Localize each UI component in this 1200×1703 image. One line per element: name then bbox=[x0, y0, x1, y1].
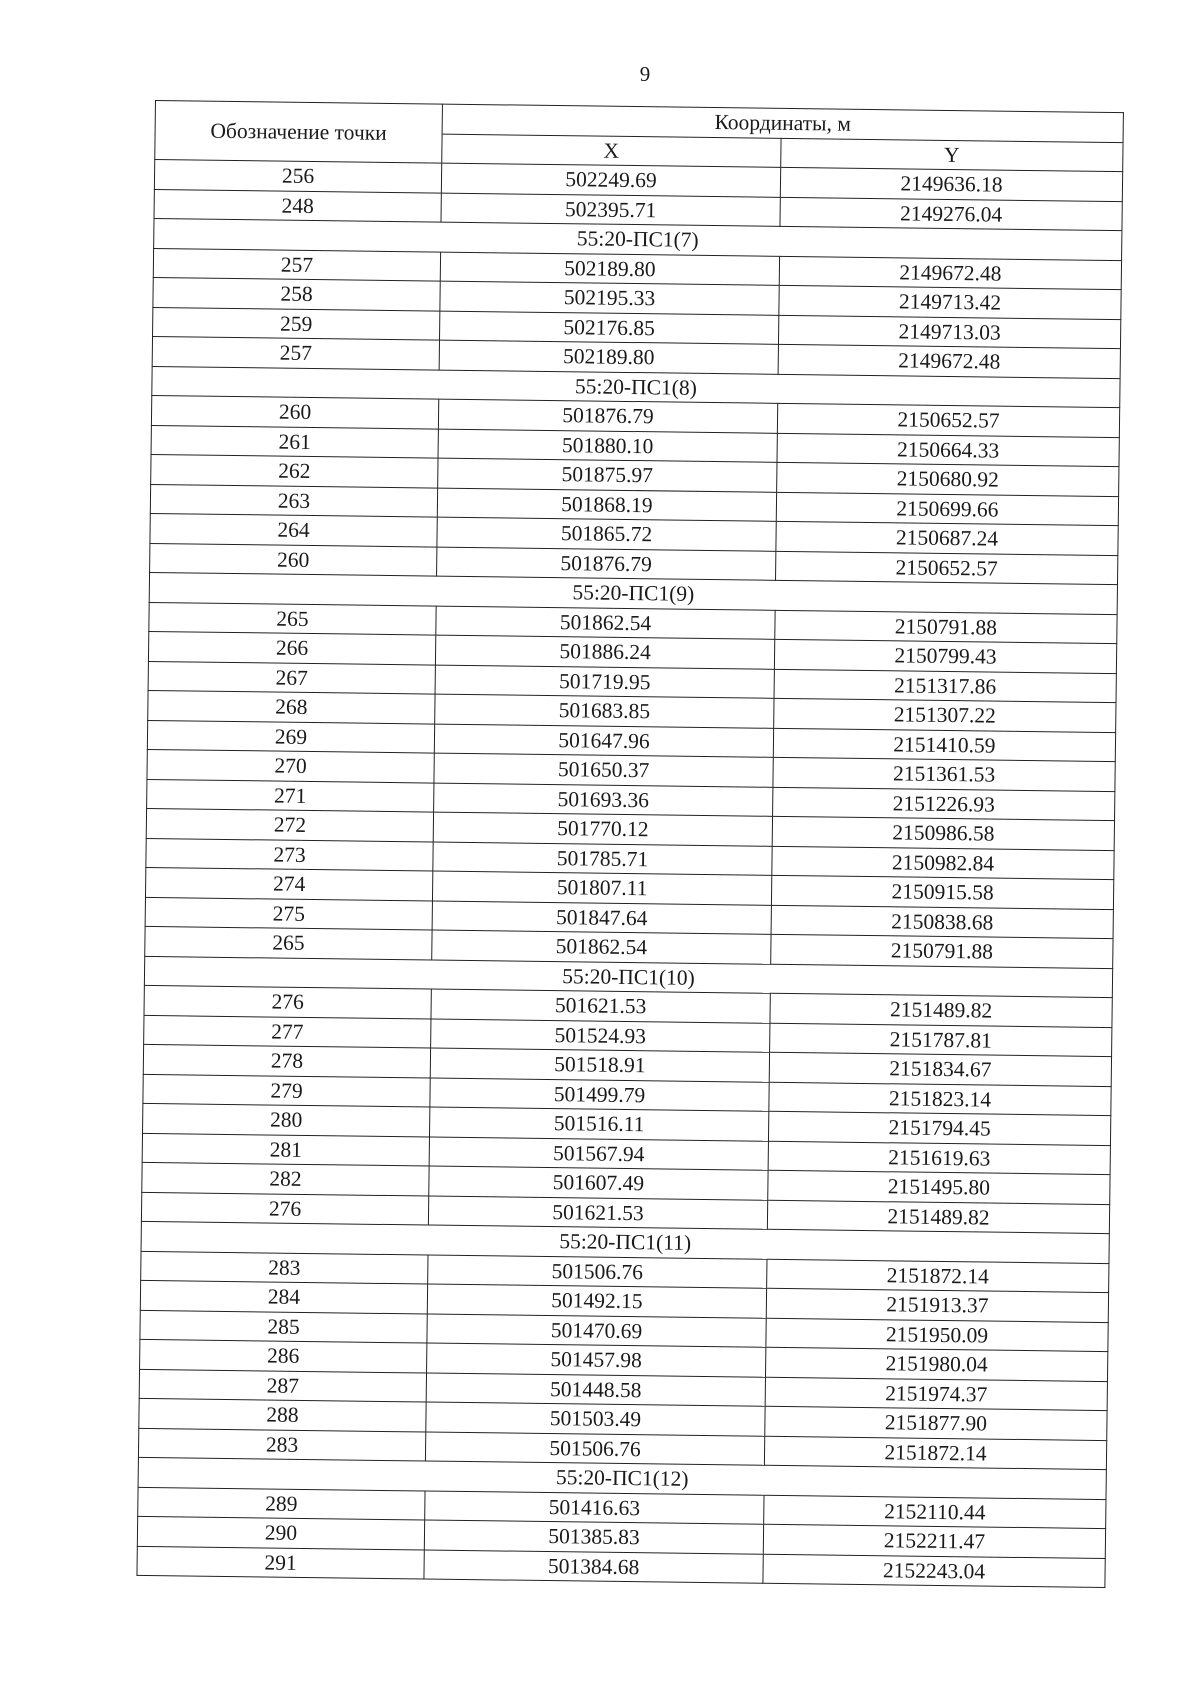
x-coordinate-cell: 501499.79 bbox=[430, 1078, 769, 1112]
x-coordinate-cell: 502176.85 bbox=[440, 311, 779, 345]
x-coordinate-cell: 501518.91 bbox=[430, 1048, 769, 1082]
x-coordinate-cell: 501862.54 bbox=[432, 930, 771, 964]
point-id-cell: 258 bbox=[153, 277, 440, 310]
x-coordinate-cell: 501503.49 bbox=[426, 1402, 765, 1436]
x-coordinate-cell: 501647.96 bbox=[434, 724, 773, 758]
y-coordinate-cell: 2151974.37 bbox=[765, 1377, 1107, 1411]
y-coordinate-cell: 2151913.37 bbox=[766, 1288, 1108, 1322]
point-id-cell: 263 bbox=[150, 484, 437, 517]
point-id-cell: 291 bbox=[137, 1546, 424, 1579]
y-coordinate-cell: 2150986.58 bbox=[772, 816, 1114, 850]
y-coordinate-cell: 2151877.90 bbox=[765, 1406, 1107, 1440]
x-coordinate-cell: 501719.95 bbox=[435, 665, 774, 699]
x-coordinate-cell: 502249.69 bbox=[441, 163, 780, 197]
x-coordinate-cell: 501448.58 bbox=[426, 1373, 765, 1407]
point-id-cell: 286 bbox=[140, 1339, 427, 1372]
point-id-cell: 290 bbox=[137, 1516, 424, 1549]
x-coordinate-cell: 501785.71 bbox=[433, 842, 772, 876]
section-label: 55:20-ПС1(12) bbox=[138, 1457, 1106, 1499]
point-id-cell: 259 bbox=[153, 307, 440, 340]
point-id-cell: 287 bbox=[139, 1369, 426, 1402]
y-coordinate-cell: 2150687.24 bbox=[776, 521, 1118, 555]
y-coordinate-cell: 2149672.48 bbox=[778, 344, 1120, 378]
y-coordinate-cell: 2150799.43 bbox=[774, 639, 1116, 673]
x-coordinate-cell: 501416.63 bbox=[425, 1491, 764, 1525]
y-coordinate-cell: 2151495.80 bbox=[768, 1170, 1110, 1204]
x-coordinate-cell: 501886.24 bbox=[435, 635, 774, 669]
x-coordinate-cell: 502395.71 bbox=[441, 193, 780, 227]
y-coordinate-cell: 2151410.59 bbox=[773, 728, 1115, 762]
y-coordinate-cell: 2151489.82 bbox=[767, 1200, 1109, 1234]
point-id-cell: 271 bbox=[147, 779, 434, 812]
y-coordinate-cell: 2150791.88 bbox=[771, 934, 1113, 968]
point-id-cell: 275 bbox=[145, 897, 432, 930]
y-coordinate-cell: 2150838.68 bbox=[771, 905, 1113, 939]
point-id-cell: 265 bbox=[149, 602, 436, 635]
point-id-cell: 282 bbox=[142, 1162, 429, 1195]
point-id-cell: 266 bbox=[148, 631, 435, 664]
x-coordinate-cell: 501683.85 bbox=[435, 694, 774, 728]
point-id-cell: 281 bbox=[142, 1133, 429, 1166]
x-coordinate-cell: 501862.54 bbox=[436, 606, 775, 640]
y-coordinate-cell: 2149713.03 bbox=[778, 315, 1120, 349]
point-id-cell: 248 bbox=[154, 189, 441, 222]
y-coordinate-cell: 2152110.44 bbox=[764, 1495, 1106, 1529]
x-coordinate-cell: 501865.72 bbox=[437, 517, 776, 551]
y-coordinate-cell: 2151872.14 bbox=[764, 1436, 1106, 1470]
x-coordinate-cell: 501506.76 bbox=[425, 1432, 764, 1466]
point-id-cell: 280 bbox=[143, 1103, 430, 1136]
point-id-cell: 274 bbox=[145, 867, 432, 900]
point-id-cell: 283 bbox=[141, 1251, 428, 1284]
point-id-cell: 268 bbox=[148, 690, 435, 723]
y-coordinate-cell: 2149276.04 bbox=[780, 197, 1122, 231]
y-coordinate-cell: 2151787.81 bbox=[770, 1023, 1112, 1057]
point-id-cell: 262 bbox=[151, 454, 438, 487]
x-coordinate-cell: 501868.19 bbox=[437, 488, 776, 522]
x-coordinate-cell: 501516.11 bbox=[429, 1107, 768, 1141]
y-coordinate-cell: 2151226.93 bbox=[773, 787, 1115, 821]
point-id-cell: 279 bbox=[143, 1074, 430, 1107]
section-label: 55:20-ПС1(11) bbox=[141, 1221, 1109, 1263]
y-coordinate-cell: 2152211.47 bbox=[763, 1524, 1105, 1558]
point-id-cell: 256 bbox=[154, 160, 441, 193]
y-coordinate-cell: 2151794.45 bbox=[768, 1111, 1110, 1145]
point-id-cell: 284 bbox=[140, 1280, 427, 1313]
section-label: 55:20-ПС1(10) bbox=[144, 956, 1112, 998]
x-coordinate-cell: 502195.33 bbox=[440, 281, 779, 315]
point-id-cell: 289 bbox=[138, 1487, 425, 1520]
y-coordinate-cell: 2151619.63 bbox=[768, 1141, 1110, 1175]
x-coordinate-cell: 501524.93 bbox=[431, 1019, 770, 1053]
x-coordinate-cell: 501876.79 bbox=[437, 547, 776, 581]
point-id-cell: 283 bbox=[138, 1428, 425, 1461]
point-id-cell: 276 bbox=[141, 1192, 428, 1225]
y-coordinate-cell: 2151980.04 bbox=[766, 1347, 1108, 1381]
y-coordinate-cell: 2150680.92 bbox=[777, 462, 1119, 496]
x-coordinate-cell: 502189.80 bbox=[439, 340, 778, 374]
point-designation-header: Обозначение точки bbox=[155, 101, 443, 164]
y-coordinate-cell: 2149672.48 bbox=[779, 256, 1121, 290]
point-id-cell: 261 bbox=[151, 425, 438, 458]
x-coordinate-cell: 501457.98 bbox=[427, 1343, 766, 1377]
point-id-cell: 269 bbox=[147, 720, 434, 753]
y-coordinate-cell: 2150791.88 bbox=[775, 610, 1117, 644]
y-coordinate-cell: 2151834.67 bbox=[769, 1052, 1111, 1086]
y-coordinate-cell: 2150915.58 bbox=[771, 875, 1113, 909]
x-coordinate-cell: 501567.94 bbox=[429, 1137, 768, 1171]
x-header: X bbox=[442, 134, 781, 168]
y-coordinate-cell: 2149636.18 bbox=[780, 167, 1122, 201]
section-label: 55:20-ПС1(7) bbox=[154, 218, 1122, 260]
y-coordinate-cell: 2149713.42 bbox=[779, 285, 1121, 319]
point-id-cell: 257 bbox=[153, 248, 440, 281]
x-coordinate-cell: 501470.69 bbox=[427, 1314, 766, 1348]
y-coordinate-cell: 2150664.33 bbox=[777, 433, 1119, 467]
y-header: Y bbox=[781, 138, 1123, 172]
y-coordinate-cell: 2150652.57 bbox=[777, 403, 1119, 437]
x-coordinate-cell: 501880.10 bbox=[438, 429, 777, 463]
x-coordinate-cell: 501492.15 bbox=[427, 1284, 766, 1318]
point-id-cell: 272 bbox=[146, 808, 433, 841]
x-coordinate-cell: 501506.76 bbox=[428, 1255, 767, 1289]
point-id-cell: 267 bbox=[148, 661, 435, 694]
x-coordinate-cell: 501621.53 bbox=[431, 989, 770, 1023]
x-coordinate-cell: 501875.97 bbox=[438, 458, 777, 492]
point-id-cell: 278 bbox=[143, 1044, 430, 1077]
x-coordinate-cell: 501385.83 bbox=[424, 1520, 763, 1554]
y-coordinate-cell: 2150699.66 bbox=[776, 492, 1118, 526]
section-label: 55:20-ПС1(8) bbox=[152, 366, 1120, 408]
y-coordinate-cell: 2151317.86 bbox=[774, 669, 1116, 703]
x-coordinate-cell: 501607.49 bbox=[429, 1166, 768, 1200]
x-coordinate-cell: 501876.79 bbox=[438, 399, 777, 433]
point-id-cell: 288 bbox=[139, 1398, 426, 1431]
y-coordinate-cell: 2151361.53 bbox=[773, 757, 1115, 791]
section-label: 55:20-ПС1(9) bbox=[149, 572, 1117, 614]
y-coordinate-cell: 2151489.82 bbox=[770, 993, 1112, 1027]
point-id-cell: 285 bbox=[140, 1310, 427, 1343]
point-id-cell: 257 bbox=[152, 336, 439, 369]
page-number: 9 bbox=[639, 62, 651, 86]
point-id-cell: 264 bbox=[150, 513, 437, 546]
coordinates-header: Координаты, м bbox=[442, 104, 1123, 142]
point-id-cell: 260 bbox=[151, 395, 438, 428]
x-coordinate-cell: 501693.36 bbox=[434, 783, 773, 817]
x-coordinate-cell: 501770.12 bbox=[433, 812, 772, 846]
point-id-cell: 270 bbox=[147, 749, 434, 782]
point-id-cell: 273 bbox=[146, 838, 433, 871]
y-coordinate-cell: 2151950.09 bbox=[766, 1318, 1108, 1352]
x-coordinate-cell: 501621.53 bbox=[428, 1196, 767, 1230]
y-coordinate-cell: 2151872.14 bbox=[767, 1259, 1109, 1293]
y-coordinate-cell: 2151823.14 bbox=[769, 1082, 1111, 1116]
x-coordinate-cell: 502189.80 bbox=[440, 252, 779, 286]
x-coordinate-cell: 501847.64 bbox=[432, 901, 771, 935]
point-id-cell: 260 bbox=[150, 543, 437, 576]
y-coordinate-cell: 2151307.22 bbox=[774, 698, 1116, 732]
y-coordinate-cell: 2152243.04 bbox=[763, 1554, 1105, 1588]
x-coordinate-cell: 501807.11 bbox=[432, 871, 771, 905]
x-coordinate-cell: 501650.37 bbox=[434, 753, 773, 787]
coordinates-table-wrapper bbox=[136, 100, 1122, 1588]
coordinates-table bbox=[136, 100, 1123, 1588]
y-coordinate-cell: 2150652.57 bbox=[776, 551, 1118, 585]
point-id-cell: 276 bbox=[144, 985, 431, 1018]
point-id-cell: 265 bbox=[145, 926, 432, 959]
y-coordinate-cell: 2150982.84 bbox=[772, 846, 1114, 880]
x-coordinate-cell: 501384.68 bbox=[424, 1549, 763, 1583]
table-body bbox=[137, 160, 1123, 1588]
point-id-cell: 277 bbox=[144, 1015, 431, 1048]
